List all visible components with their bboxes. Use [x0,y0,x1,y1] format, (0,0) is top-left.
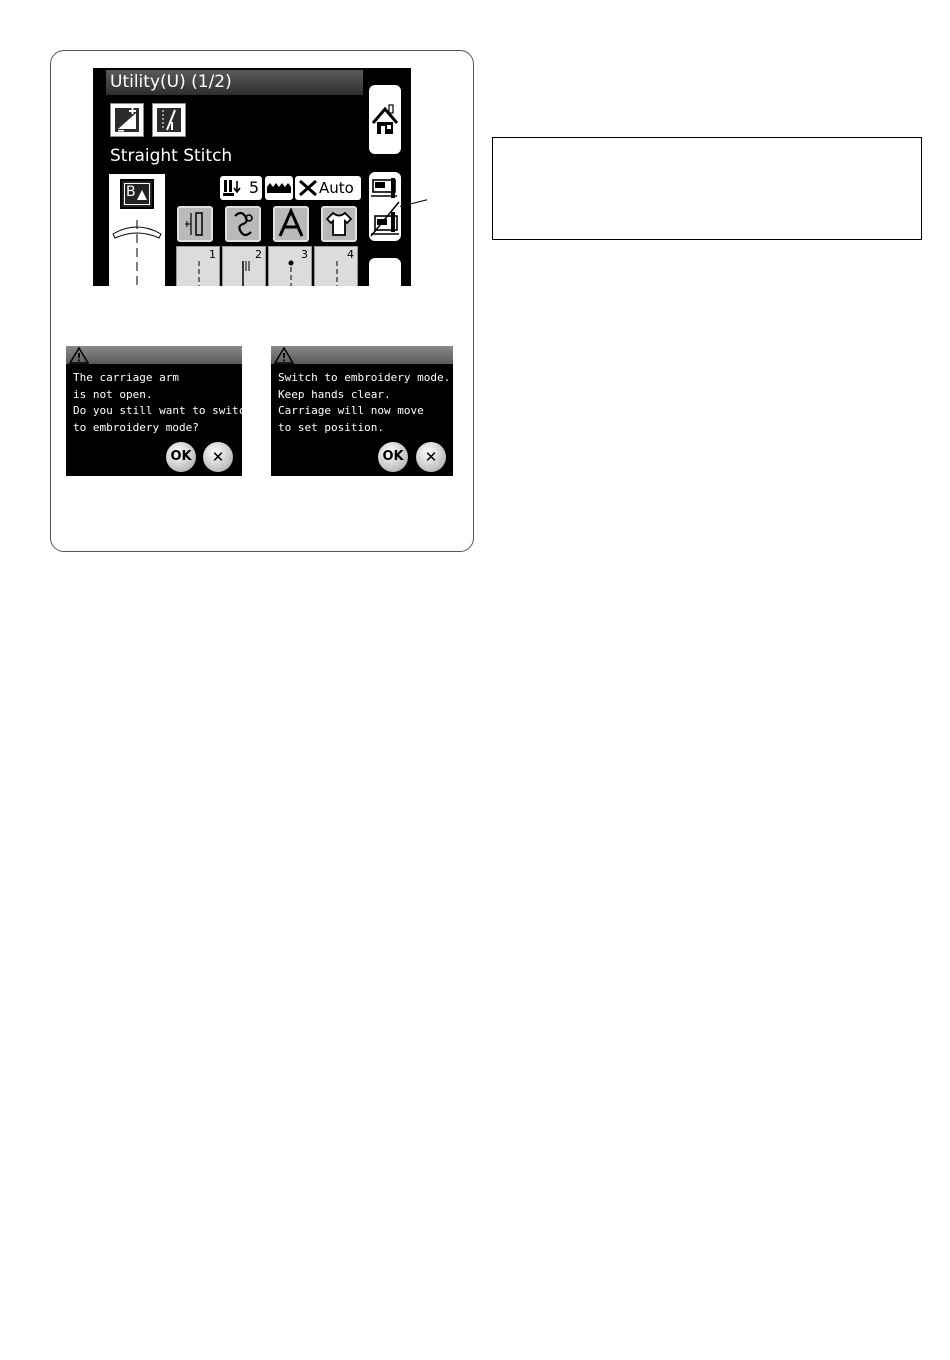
locking-stitch-icon [269,247,313,286]
stitch-adjust-button[interactable] [111,104,143,136]
presser-foot-drawing [109,212,165,286]
stitch-pattern-2[interactable] [222,246,266,286]
embroidery-mode-icon [369,172,401,241]
category-garment-button[interactable] [321,206,357,242]
ok-button[interactable]: OK [166,442,196,472]
switch-mode-dialog [271,346,453,476]
dialog-message: The carriage arm is not open. Do you still want to switch to embroidery mode? [73,371,252,434]
stitch-pattern-4[interactable] [314,246,358,286]
needle-icon [157,108,181,132]
auto-thread-cutter-indicator [295,176,361,200]
embroidery-mode-button[interactable] [367,170,403,243]
stitch-number: 3 [301,248,308,261]
cancel-button[interactable]: ✕ [203,442,233,472]
cancel-button[interactable]: ✕ [416,442,446,472]
category-decorative-button[interactable] [225,206,261,242]
stitch-preview [109,174,165,286]
notice-box [492,137,922,240]
straight-stitch-icon [177,247,221,286]
warning-icon [69,347,89,364]
category-buttonhole-button[interactable] [177,206,213,242]
carriage-warning-dialog [66,346,252,476]
feed-dog-icon [222,179,244,197]
home-icon [369,85,401,154]
dialog-message: Switch to embroidery mode. Keep hands clear. Carriage will now move to set position. [278,371,451,434]
buttonhole-icon [179,208,211,240]
feed-teeth-icon [267,181,291,195]
scissors-icon [298,179,318,197]
screen-title: Utility(U) (1/2) [106,70,363,95]
needle-position-button[interactable] [153,104,185,136]
presser-foot-badge[interactable] [120,179,154,209]
foot-pressure-indicator [220,176,262,200]
foot-pressure-value: 5 [248,178,259,197]
adjust-icon [115,108,139,132]
stitch-pattern-3[interactable] [268,246,312,286]
machine-screen [93,68,411,286]
warning-icon [274,347,294,364]
auto-label: Auto [319,179,354,197]
ok-button[interactable]: OK [378,442,408,472]
triple-stitch-icon [223,247,267,286]
stitch-number: 1 [209,248,216,261]
foot-up-icon [136,189,148,201]
stitch-pattern-1[interactable] [176,246,220,286]
stitch-number: 2 [255,248,262,261]
dialog-header [271,346,453,364]
home-button[interactable] [367,83,403,156]
dialog-header [66,346,242,364]
decorative-stitch-icon [227,208,259,240]
feed-dog-indicator [265,176,293,200]
stretch-stitch-icon [315,247,359,286]
next-side-button[interactable] [367,256,403,286]
letter-a-icon [275,208,307,240]
stitch-number: 4 [347,248,354,261]
shirt-icon [323,208,355,240]
foot-letter: B [126,184,136,200]
stitch-name: Straight Stitch [110,146,233,166]
category-letters-button[interactable] [273,206,309,242]
